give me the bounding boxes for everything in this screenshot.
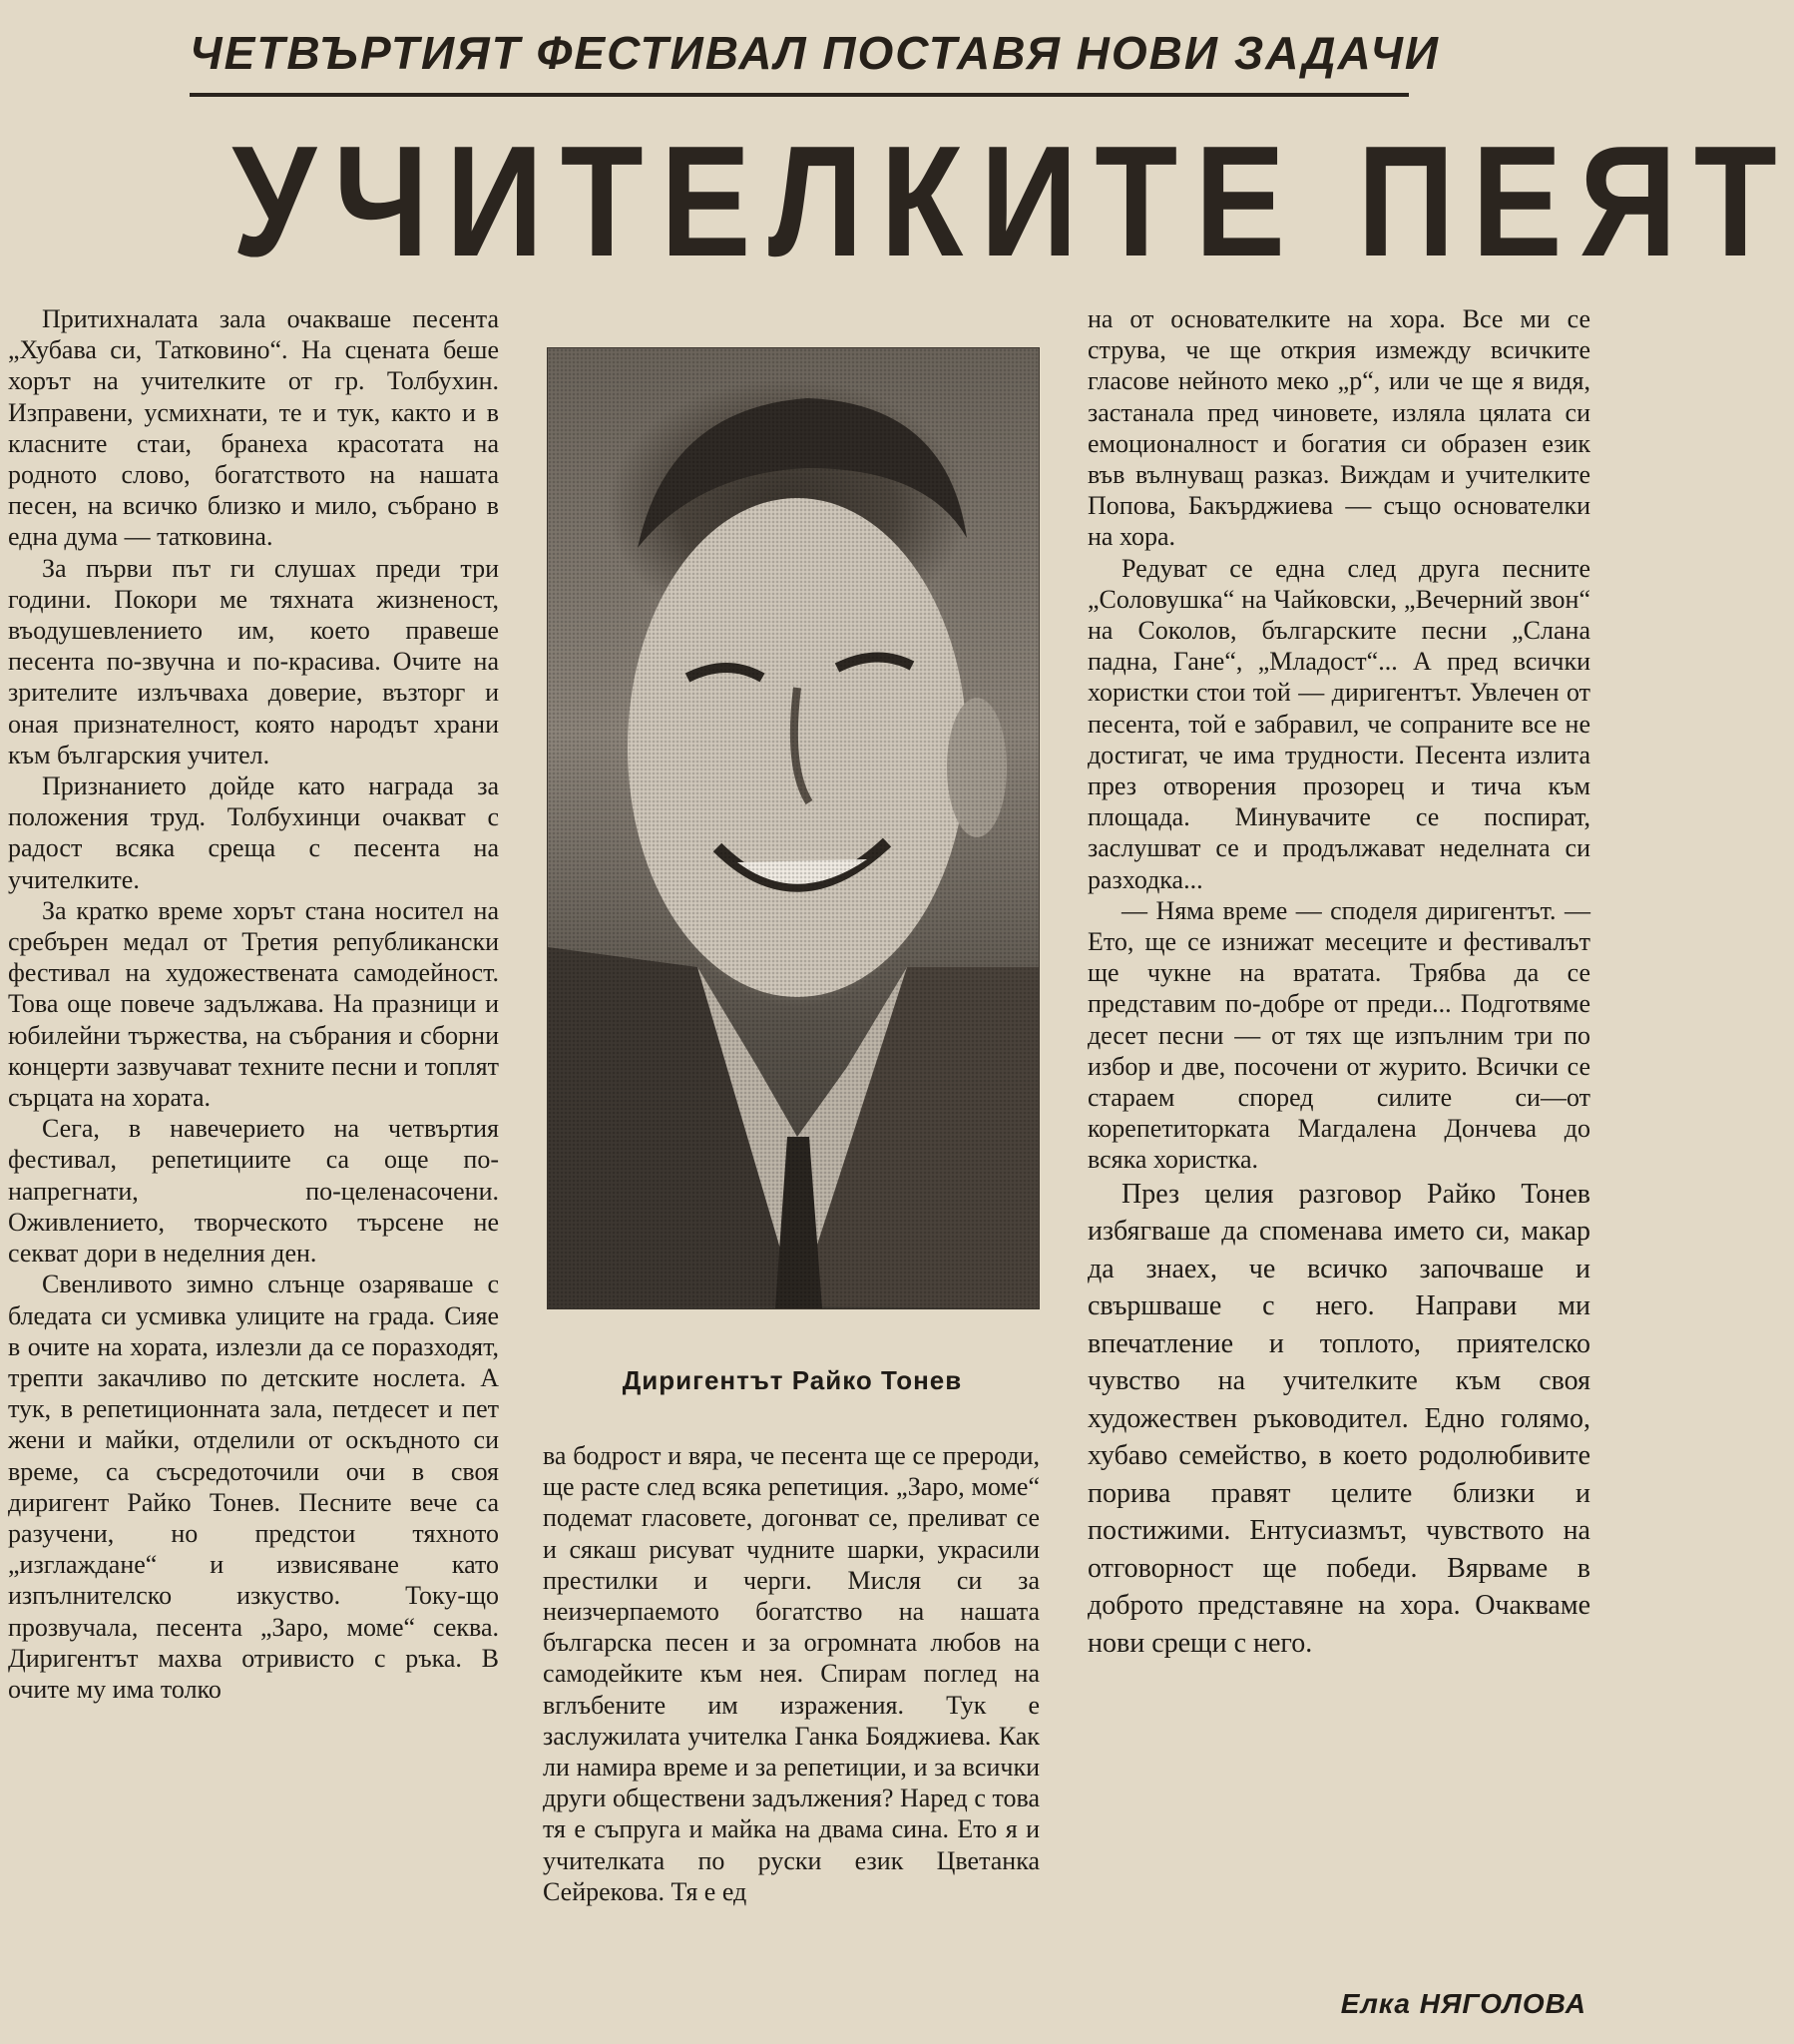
paragraph: — Няма време — споделя диригентът. — Ето, ще се изнижат месеците и фестивалът ще чукне на вратата. Трябва да се представим по-добре от преди... Подготвяме десет песни — от тях ще изпълним три по избор и две, посочени от журито. Всички се стараем според силите си—от корепетиторката Магдалена Дончева до всяка хористка.	[1088, 895, 1590, 1175]
paragraph: През целия разговор Райко Тонев избягваше да споменава името си, макар да знаех, че всичко започваше и свършваше с него. Направи ми впечатление и топлото, приятелско чувство на учителките към своя художествен ръководител. Едно голямо, хубаво семейство, в което родолюбивите порива правят целите близки и постижими. Ентусиазмът, чувството на отговорност ще победи. Вярваме в доброто представяне на хора. Очакваме нови срещи с него.	[1088, 1178, 1590, 1659]
kicker-heading: ЧЕТВЪРТИЯТ ФЕСТИВАЛ ПОСТАВЯ НОВИ ЗАДАЧИ	[190, 27, 1441, 79]
paragraph: на от основателките на хора. Все ми се струва, че ще открия измежду всичките гласове нейното меко „р“, или че ще я видя, застанала пред чиновете, изляла цялата си емоционалност и богатия си образен език във вълнуващ разказ. Виждам и учителките Попова, Бакърджиева — също основателки на хора.	[1088, 304, 1590, 552]
article-column-1	[8, 303, 499, 1705]
headline: УЧИТЕЛКИТЕ ПЕЯТ	[231, 114, 1794, 289]
article-column-3	[1088, 303, 1590, 1662]
paragraph: Свенливото зимно слънце озаряваше с бледата си усмивка улиците на града. Сияе в очите на хората, излезли да се поразходят, трепти закачливо по детските нослета. А тук, в репетиционната зала, петдесет и пет жени и майки, отделили от оскъдното си време, са съсредоточили очи в своя диригент Райко Тонев. Песните вече са разучени, но предстои тяхното „изглаждане“ и извисяване като изпълнителско изкуство. Току-що прозвучала, песента „Заро, моме“ секва. Диригентът махва отривисто с ръка. В очите му има толко	[8, 1270, 499, 1704]
paragraph: Редуват се една след друга песните „Соловушка“ на Чайковски, „Вечерний звон“ на Соколов, българските песни „Слана падна, Гане“, „Младост“... А пред всички хористки стои той — диригентът. Увлечен от песента, той е забравил, че сопраните все не достигат, че има трудности. Песента излита през отворения прозорец и тича към площада. Минувачите се поспират, заслушват се и продължават неделната си разходка...	[1088, 553, 1590, 894]
author-byline: Елка НЯГОЛОВА	[1340, 1988, 1586, 2019]
paragraph: За първи път ги слушах преди три години. Покори ме тяхната жизненост, въодушевлението им, което правеше песента по-звучна и по-красива. Очите на зрителите излъчваха доверие, възторг и оная признателност, която народът храни към българския учител.	[8, 553, 499, 769]
photo-caption: Диригентът Райко Тонев	[622, 1365, 963, 1395]
kicker-underline	[190, 93, 1409, 97]
paragraph: Притихналата зала очакваше песента „Хубава си, Татковино“. На сцената беше хорът на учителките от гр. Толбухин. Изправени, усмихнати, те и тук, както и в класните стаи, бранеха красотата на родното слово, богатството на нашата песен, на всичко близко и мило, събрано в една дума — татковина.	[8, 304, 499, 552]
article-column-2	[543, 1440, 1040, 1907]
paragraph: За кратко време хорът стана носител на сребърен медал от Третия републикански фестивал на художествената самодейност. Това още повече задължава. На празници и юбилейни тържества, на събрания и сборни концерти зазвучават техните песни и топлят сърцата на хората.	[8, 895, 499, 1113]
paragraph: ва бодрост и вяра, че песента ще се прероди, ще расте след всяка репетиция. „Заро, моме“ подемат гласовете, догонват се, преливат се и сякаш рисуват чудните шарки, украсили престилки и черги. Мисля си за неизчерпаемото богатство на нашата българска песен и за огромната любов на самодейките към нея. Спирам поглед на вглъбените им изражения. Тук е заслужилата учителка Ганка Бояджиева. Как ли намира време и за репетиции, и за всички други обществени задължения? Наред с това тя е съпруга и майка на двама сина. Ето я и учителката по руски език Цветанка Сейрекова. Тя е ед	[543, 1441, 1040, 1906]
conductor-photo	[547, 347, 1040, 1309]
paragraph: Сега, в навечерието на четвъртия фестивал, репетициите са още по-напрегнати, по-целенасочени. Оживлението, творческото търсене не секват дори в неделния ден.	[8, 1114, 499, 1269]
paragraph: Признанието дойде като награда за положения труд. Толбухинци очакват с радост всяка среща с песента на учителките.	[8, 771, 499, 894]
